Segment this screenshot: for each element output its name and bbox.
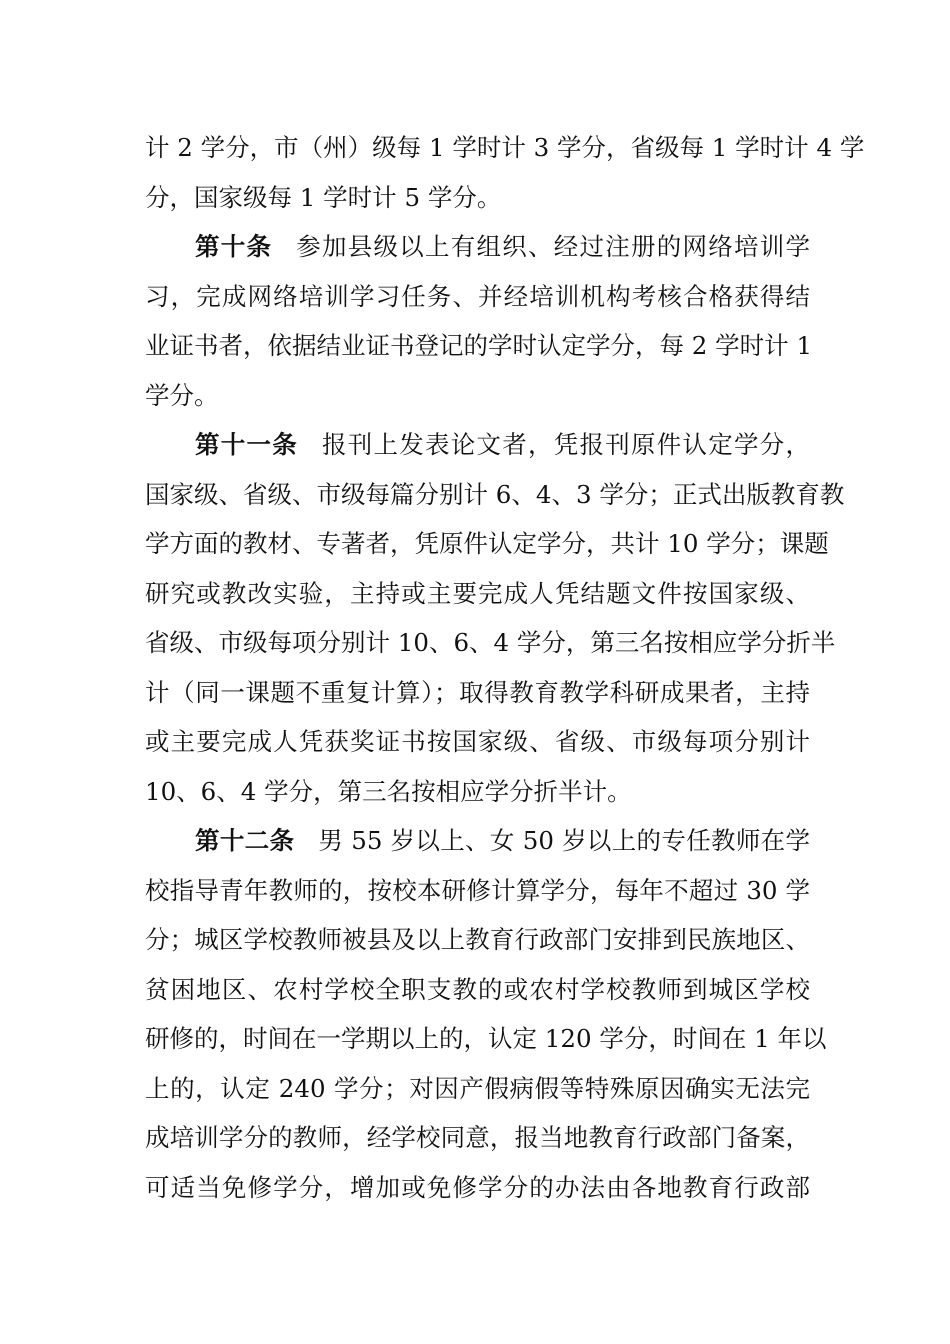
text-line: 研究或教改实验，主持或主要完成人凭结题文件按国家级、 xyxy=(145,578,810,608)
text-line: 学方面的教材、专著者，凭原件认定学分，共计 10 学分；课题 xyxy=(145,529,829,558)
article-12-line xyxy=(145,816,810,866)
text-line: 成培训学分的教师，经学校同意，报当地教育行政部门备案， xyxy=(145,1123,810,1152)
article-10-line xyxy=(145,222,810,272)
article-number: 第十条 xyxy=(195,232,273,261)
text-line: 业证书者，依据结业证书登记的学时认定学分，每 2 学时计 1 xyxy=(145,331,813,360)
text-span: 参加县级以上有组织、经过注册的网络培训学 xyxy=(296,232,810,261)
text-line: 校指导青年教师的，按校本研修计算学分，每年不超过 30 学 xyxy=(145,875,810,905)
text-line: 省级、市级每项分别计 10、6、4 学分，第三名按相应学分折半 xyxy=(145,628,836,657)
text-line: 可适当免修学分，增加或免修学分的办法由各地教育行政部 xyxy=(145,1172,810,1202)
text-line: 10、6、4 学分，第三名按相应学分折半计。 xyxy=(145,776,632,806)
article-11-line xyxy=(145,420,810,470)
text-line: 或主要完成人凭获奖证书按国家级、省级、市级每项分别计 xyxy=(145,727,810,756)
text-line: 上的，认定 240 学分；对因产假病假等特殊原因确实无法完 xyxy=(145,1073,810,1103)
article-number: 第十二条 xyxy=(195,826,295,855)
article-number: 第十一条 xyxy=(195,430,298,459)
text-line: 分，国家级每 1 学时计 5 学分。 xyxy=(145,182,502,212)
text-line: 分；城区学校教师被县及以上教育行政部门安排到民族地区、 xyxy=(145,925,810,954)
text-span: 报刊上发表论文者，凭报刊原件认定学分， xyxy=(322,430,810,459)
text-span: 男 55 岁以上、女 50 岁以上的专任教师在学 xyxy=(318,826,810,855)
text-line: 贫困地区、农村学校全职支教的或农村学校教师到城区学校 xyxy=(145,974,810,1004)
document-body xyxy=(145,123,865,1212)
text-line: 国家级、省级、市级每篇分别计 6、4、3 学分；正式出版教育教 xyxy=(145,479,845,509)
text-line: 计 2 学分，市（州）级每 1 学时计 3 学分，省级每 1 学时计 4 学 xyxy=(145,133,865,162)
text-line: 学分。 xyxy=(145,380,219,410)
text-line: 习，完成网络培训学习任务、并经培训机构考核合格获得结 xyxy=(145,281,810,311)
text-line: 计（同一课题不重复计算）；取得教育教学科研成果者，主持 xyxy=(145,677,810,707)
text-line: 研修的，时间在一学期以上的，认定 120 学分，时间在 1 年以 xyxy=(145,1024,827,1053)
